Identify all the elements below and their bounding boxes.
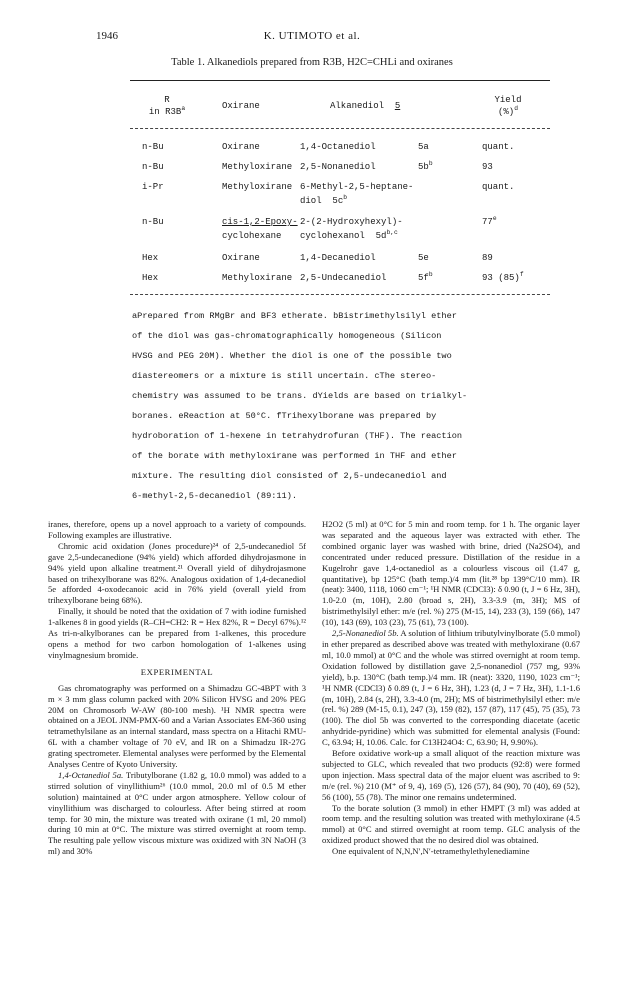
table-header-rule <box>130 128 550 129</box>
cell-oxirane-cont: cyclohexane <box>222 231 282 241</box>
cell-yield: 93 <box>482 162 493 172</box>
cell-yield: quant. <box>482 182 515 192</box>
cell-r: n-Bu <box>142 162 164 172</box>
cell-yield: 77e <box>482 215 497 227</box>
footnote-line: of the diol was gas-chromatographically homogeneous (Silicon <box>132 331 442 341</box>
paragraph: 2,5-Nonanediol 5b. A solution of lithium tributylvinylborate (5.0 mmol) in ether prepared as described above was treated with methyloxirane (0.67 ml, 10.0 mmol) at 0°C and the whole was stirred overnight at room temp. Oxidation followed by distillation gave 2,5-nonanediol (757 mg, 93% yield), b.p. 130°C (bath temp.)/4 mm. IR (neat): 3320, 1190, 1023 cm⁻¹; ¹H NMR (CDCl3) δ 0.89 (t, J = 6 Hz, 3H), 1.23 (d, J = 7 Hz, 3H), 1.1-1.6 (m, 10H), 2.84 (s, 2H), 3.3-4.0 (m, 2H); MS of bistrimethylsilyl ether: m/e (rel. %) 289 (M-15, 0.1), 247 (3), 159 (82), 157 (87), 117 (45), 75 (35), 73 (100). The diol 5b was converted to the corresponding diacetate (acetic anhydride-pyridine) which was submitted for elemental analysis (Found: C, 63.94; H, 10.06. Calc. for C13H24O4: C, 63.90; H, 9.90%). <box>322 628 580 748</box>
paragraph: Chromic acid oxidation (Jones procedure)²⁴ of 2,5-undecanediol 5f gave 2,5-undecanedione (94% yield) which afforded dihydrojasmone in 94% yield upon alkaline treatment.²¹ Overall yield of dihydrojasmone based on trihexylborane was 82%. Analogous oxidation of 1,4-decanediol 5e afforded 4-oxodecanoic acid in 76% yield (overall yield from trihexylborane being 68%). <box>48 540 306 606</box>
cell-compound-label: 5a <box>418 142 429 152</box>
cell-r: Hex <box>142 253 159 263</box>
cell-oxirane: Methyloxirane <box>222 182 293 192</box>
running-head: K. UTIMOTO et al. <box>263 30 361 42</box>
paragraph: One equivalent of N,N,N′,N′-tetramethylethylenediamine <box>332 846 530 857</box>
header-alkanediol: Alkanediol 5 <box>330 101 401 111</box>
footnote-line: aPrepared from RMgBr and BF3 etherate. bBistrimethylsilyl ether <box>132 311 457 321</box>
footnote-line: chemistry was assumed to be trans. dYields are based on trialkyl- <box>132 391 468 401</box>
footnote-line: diastereomers or a mixture is still uncertain. cThe stereo- <box>132 371 437 381</box>
cell-alkanediol: 1,4-Decanediol <box>300 253 376 263</box>
table-bottom-rule <box>130 294 550 295</box>
cell-oxirane: Oxirane <box>222 142 260 152</box>
cell-alkanediol-cont: cyclohexanol $5d^{b,c}$ <box>300 229 398 241</box>
cell-r: n-Bu <box>142 142 164 152</box>
cell-compound-label: 5e <box>418 253 429 263</box>
paragraph: iranes, therefore, opens up a novel approach to a variety of compounds. Following examples are illustrative. <box>48 519 306 540</box>
right-column <box>322 519 580 857</box>
footnote-line: 6-methyl-2,5-decanediol (89:11). <box>132 491 298 501</box>
cell-oxirane: Oxirane <box>222 253 260 263</box>
cell-oxirane: cis-1,2-Epoxy- <box>222 217 298 227</box>
compound-title: 1,4-Octanediol 5a. <box>58 769 124 780</box>
cell-oxirane: Methyloxirane <box>222 273 293 283</box>
cell-alkanediol: 1,4-Octanediol <box>300 142 376 152</box>
header-r: R in $R3B^a$ <box>148 95 186 117</box>
paragraph: Finally, it should be noted that the oxidation of 7 with iodine furnished 1-alkenes 8 in good yields (R–CH=CH2: R = Hex 82%, R = Decyl 67%).¹² As tri-n-alkylboranes can be prepared from 1-alkenes, this procedure opens a method for two carbon homologation of 1-alkenes using vinylmagnesium bromide. <box>48 606 306 660</box>
cell-oxirane: Methyloxirane <box>222 162 293 172</box>
table-top-rule <box>130 80 550 81</box>
footnote-line: HVSG and PEG 20M). Whether the diol is one of the possible two <box>132 351 452 361</box>
section-heading: EXPERIMENTAL <box>140 666 214 677</box>
paragraph: 1,4-Octanediol 5a. Tributylborane (1.82 g, 10.0 mmol) was added to a stirred solution of vinyllithium²⁶ (10.0 mmol, 20.0 ml of 0.5 M ether solution) maintained at 0°C under argon atmosphere. Yellow colour of vinyllithium was discharged to colourless. After being stirred at room temp. for 30 min, the mixture was treated with oxirane (1 ml, 20 mmol) during 10 min at 0°C. The mixture was stirred overnight at room temp. The resulting pale yellow viscous mixture was oxidized with 3N NaOH (3 ml) and 30% <box>48 769 307 857</box>
cell-yield: 93 $(85)^f$ <box>482 271 524 283</box>
page-number: 1946 <box>96 30 118 42</box>
footnote-line: boranes. eReaction at 50°C. fTrihexylborane was prepared by <box>132 411 437 421</box>
paragraph: Before oxidative work-up a small aliquot of the reaction mixture was subjected to GLC, which revealed that two products (92:8) were formed upon injection. Mass spectral data of the major eluent was ascribed to 9: m/e (rel. %) 210 (M⁺ of 9, 4), 169 (5), 126 (57), 84 (90), 70 (40), 69 (52), 56 (100), 55 (78). The minor one remains undetermined. <box>322 748 580 802</box>
cell-alkanediol: 2-(2-Hydroxyhexyl)- <box>300 217 403 227</box>
paragraph: Gas chromatography was performed on a Shimadzu GC-4BPT with 3 m × 3 mm glass column packed with 20% Silicon HVSG and 20% PEG 20M on Chromosorb W-AW (80-100 mesh). ¹H NMR spectra were obtained on a JEOL JNM-PMX-60 and a Varian Associates EM-360 using tetramethylsilane as an internal standard, mass spectra on a Hitachi RMU-6L with a chamber voltage of 70 eV, and IR on a Shimadzu IR-27G grating spectrometer. Elemental analyses were performed by the Elemental Analyses Centre of Kyoto University. <box>48 682 306 770</box>
cell-r: n-Bu <box>142 217 164 227</box>
compound-title: 2,5-Nonanediol 5b. <box>332 628 399 639</box>
footnote-line: mixture. The resulting diol consisted of 2,5-undecanediol and <box>132 471 447 481</box>
cell-yield: quant. <box>482 142 515 152</box>
cell-alkanediol: 2,5-Undecanediol <box>300 273 387 283</box>
cell-alkanediol: 6-Methyl-2,5-heptane- <box>300 182 414 192</box>
header-yield: Yield (%)$^d$ <box>494 95 522 117</box>
footnote-line: of the borate with methyloxirane was performed in THF and ether <box>132 451 457 461</box>
cell-alkanediol-cont: diol $5c^b$ <box>300 194 348 206</box>
left-column <box>48 519 306 857</box>
footnote-line: hydroboration of 1-hexene in tetrahydrofuran (THF). The reaction <box>132 431 463 441</box>
cell-yield: 89 <box>482 253 493 263</box>
paragraph: H2O2 (5 ml) at 0°C for 5 min and room temp. for 1 h. The organic layer was separated and the aqueous layer was extracted with ether. The combined organic layer was washed with brine, dried (Na2SO4), and concentrated under reduced pressure. Distillation of the residue in a Kugelrohr gave 1,4-octanediol as a colourless viscous oil (1.47 g, quantitative), bp 125°C (bath temp.)/4 mm (lit.²⁸ bp 139°C/10 mm). IR (neat): 3400, 1118, 1060 cm⁻¹; ¹H NMR (CDCl3): δ 0.90 (t, J = 6 Hz, 3H), 1.0-2.0 (m, 10H), 2.80 (broad s, 2H), 3.3-3.9 (m, 3H); MS of bistrimethylsilyl ether: m/e (rel. %) 275 (M-15, 14), 233 (3), 159 (66), 147 (10), 143 (69), 103 (23), 75 (61), 73 (100). <box>322 519 580 628</box>
cell-alkanediol: 2,5-Nonanediol <box>300 162 376 172</box>
paragraph: To the borate solution (3 mmol) in ether HMPT (3 ml) was added at room temp. and the resulting solution was treated with methyloxirane (4.5 mmol) at 0°C and stirred overnight at room temp. GLC analysis of the oxidized product showed that the no desired diol was obtained. <box>322 802 580 846</box>
cell-compound-label: $5b^b$ <box>418 160 433 172</box>
table-caption: Table 1. Alkanediols prepared from R3B, H2C=CHLi and oxiranes <box>171 57 453 68</box>
cell-r: Hex <box>142 273 159 283</box>
cell-r: i-Pr <box>142 182 164 192</box>
cell-compound-label: $5f^b$ <box>418 271 433 283</box>
header-oxirane: Oxirane <box>222 101 260 111</box>
